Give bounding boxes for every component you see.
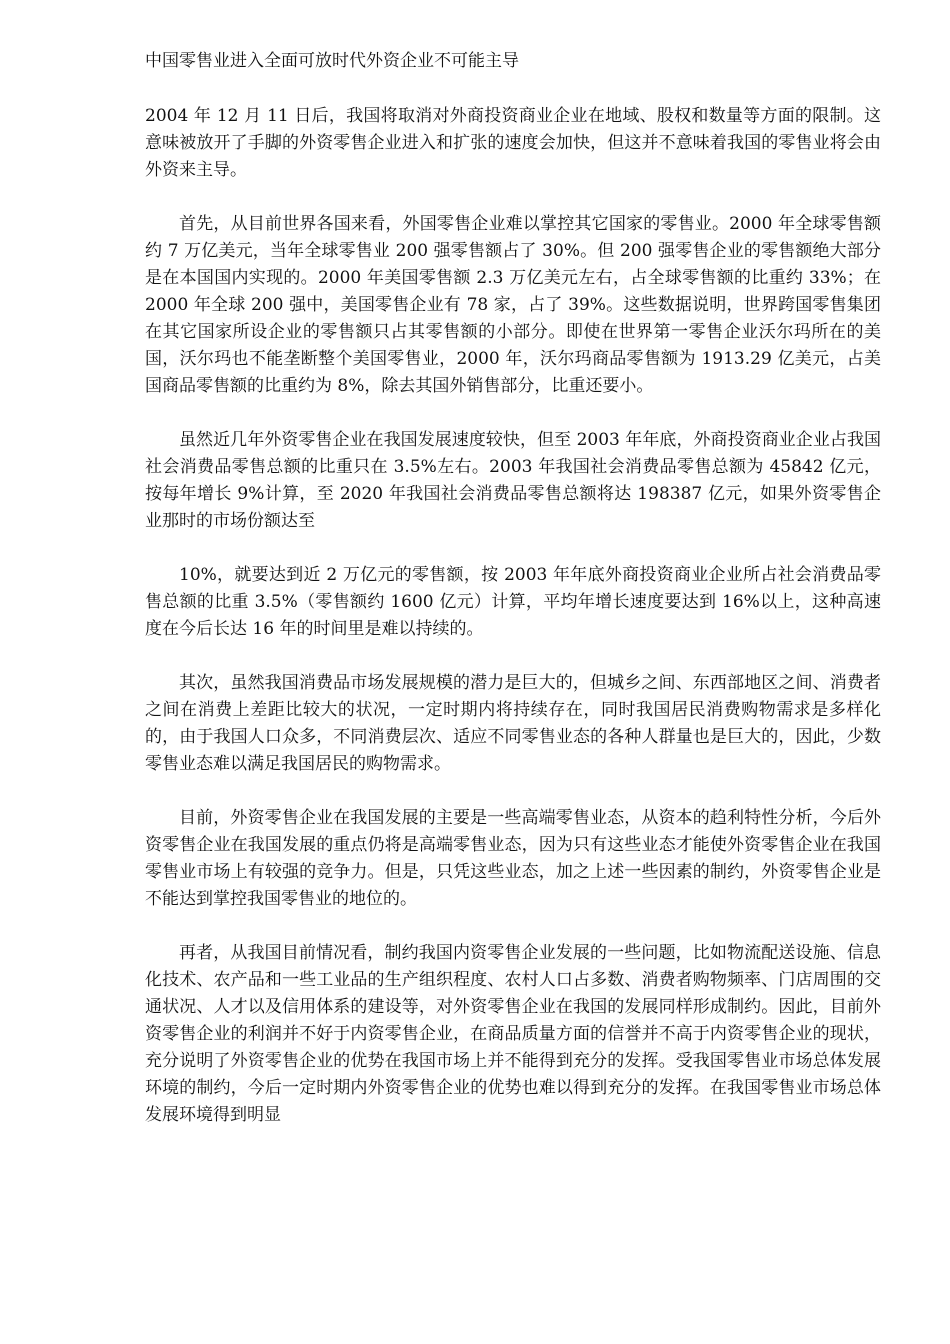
paragraph-growth-rate: 10%，就要达到近 2 万亿元的零售额，按 2003 年年底外商投资商业企业所占社会消费品零售总额的比重 3.5%（零售额约 1600 亿元）计算，平均年增长速度要达到 16%以上，这种高速度在今后长达 16 年的时间里是难以持续的。 bbox=[145, 565, 881, 639]
document-page bbox=[145, 48, 881, 1129]
document-title: 中国零售业进入全面可放时代外资企业不可能主导 bbox=[145, 51, 519, 71]
paragraph-high-end-formats: 目前，外资零售企业在我国发展的主要是一些高端零售业态，从资本的趋利特性分析，今后外资零售企业在我国发展的重点仍将是高端零售业态，因为只有这些业态才能使外资零售企业在我国零售业市场上有较强的竞争力。但是，只凭这些业态，加之上述一些因素的制约，外资零售企业是不能达到掌控我国零售业的地位的。 bbox=[145, 808, 881, 909]
paragraph-intro: 2004 年 12 月 11 日后，我国将取消对外商投资商业企业在地域、股权和数量等方面的限制。这意味被放开了手脚的外资零售企业进入和扩张的速度会加快，但这并不意味着我国的零售业将会由外资来主导。 bbox=[145, 106, 881, 180]
paragraph-third-reason: 再者，从我国目前情况看，制约我国内资零售企业发展的一些问题，比如物流配送设施、信息化技术、农产品和一些工业品的生产组织程度、农村人口占多数、消费者购物频率、门店周围的交通状况、人才以及信用体系的建设等，对外资零售企业在我国的发展同样形成制约。因此，目前外资零售企业的利润并不好于内资零售企业，在商品质量方面的信誉并不高于内资零售企业的现状，充分说明了外资零售企业的优势在我国市场上并不能得到充分的发挥。受我国零售业市场总体发展环境的制约，今后一定时期内外资零售企业的优势也难以得到充分的发挥。在我国零售业市场总体发展环境得到明显 bbox=[145, 943, 881, 1125]
paragraph-second-reason: 其次，虽然我国消费品市场发展规模的潜力是巨大的，但城乡之间、东西部地区之间、消费者之间在消费上差距比较大的状况，一定时期内将持续存在，同时我国居民消费购物需求是多样化的，由于我国人口众多，不同消费层次、适应不同零售业态的各种人群量也是巨大的，因此，少数零售业态难以满足我国居民的购物需求。 bbox=[145, 673, 881, 774]
paragraph-first-reason: 首先，从目前世界各国来看，外国零售企业难以掌控其它国家的零售业。2000 年全球零售额约 7 万亿美元，当年全球零售业 200 强零售额占了 30%。但 200 强零售企业的零售额绝大部分是在本国国内实现的。2000 年美国零售额 2.3 万亿美元左右，占全球零售额的比重约 33%；在 2000 年全球 200 强中，美国零售企业有 78 家，占了 39%。这些数据说明，世界跨国零售集团在其它国家所设企业的零售额只占其零售额的小部分。即使在世界第一零售企业沃尔玛所在的美国，沃尔玛也不能垄断整个美国零售业，2000 年，沃尔玛商品零售额为 1913.29 亿美元，占美国商品零售额的比重约为 8%，除去其国外销售部分，比重还要小。 bbox=[145, 214, 881, 396]
paragraph-growth-estimate: 虽然近几年外资零售企业在我国发展速度较快，但至 2003 年年底，外商投资商业企业占我国社会消费品零售总额的比重只在 3.5%左右。2003 年我国社会消费品零售总额为 45842 亿元，按每年增长 9%计算，至 2020 年我国社会消费品零售总额将达 198387 亿元，如果外资零售企业那时的市场份额达至 bbox=[145, 430, 881, 531]
